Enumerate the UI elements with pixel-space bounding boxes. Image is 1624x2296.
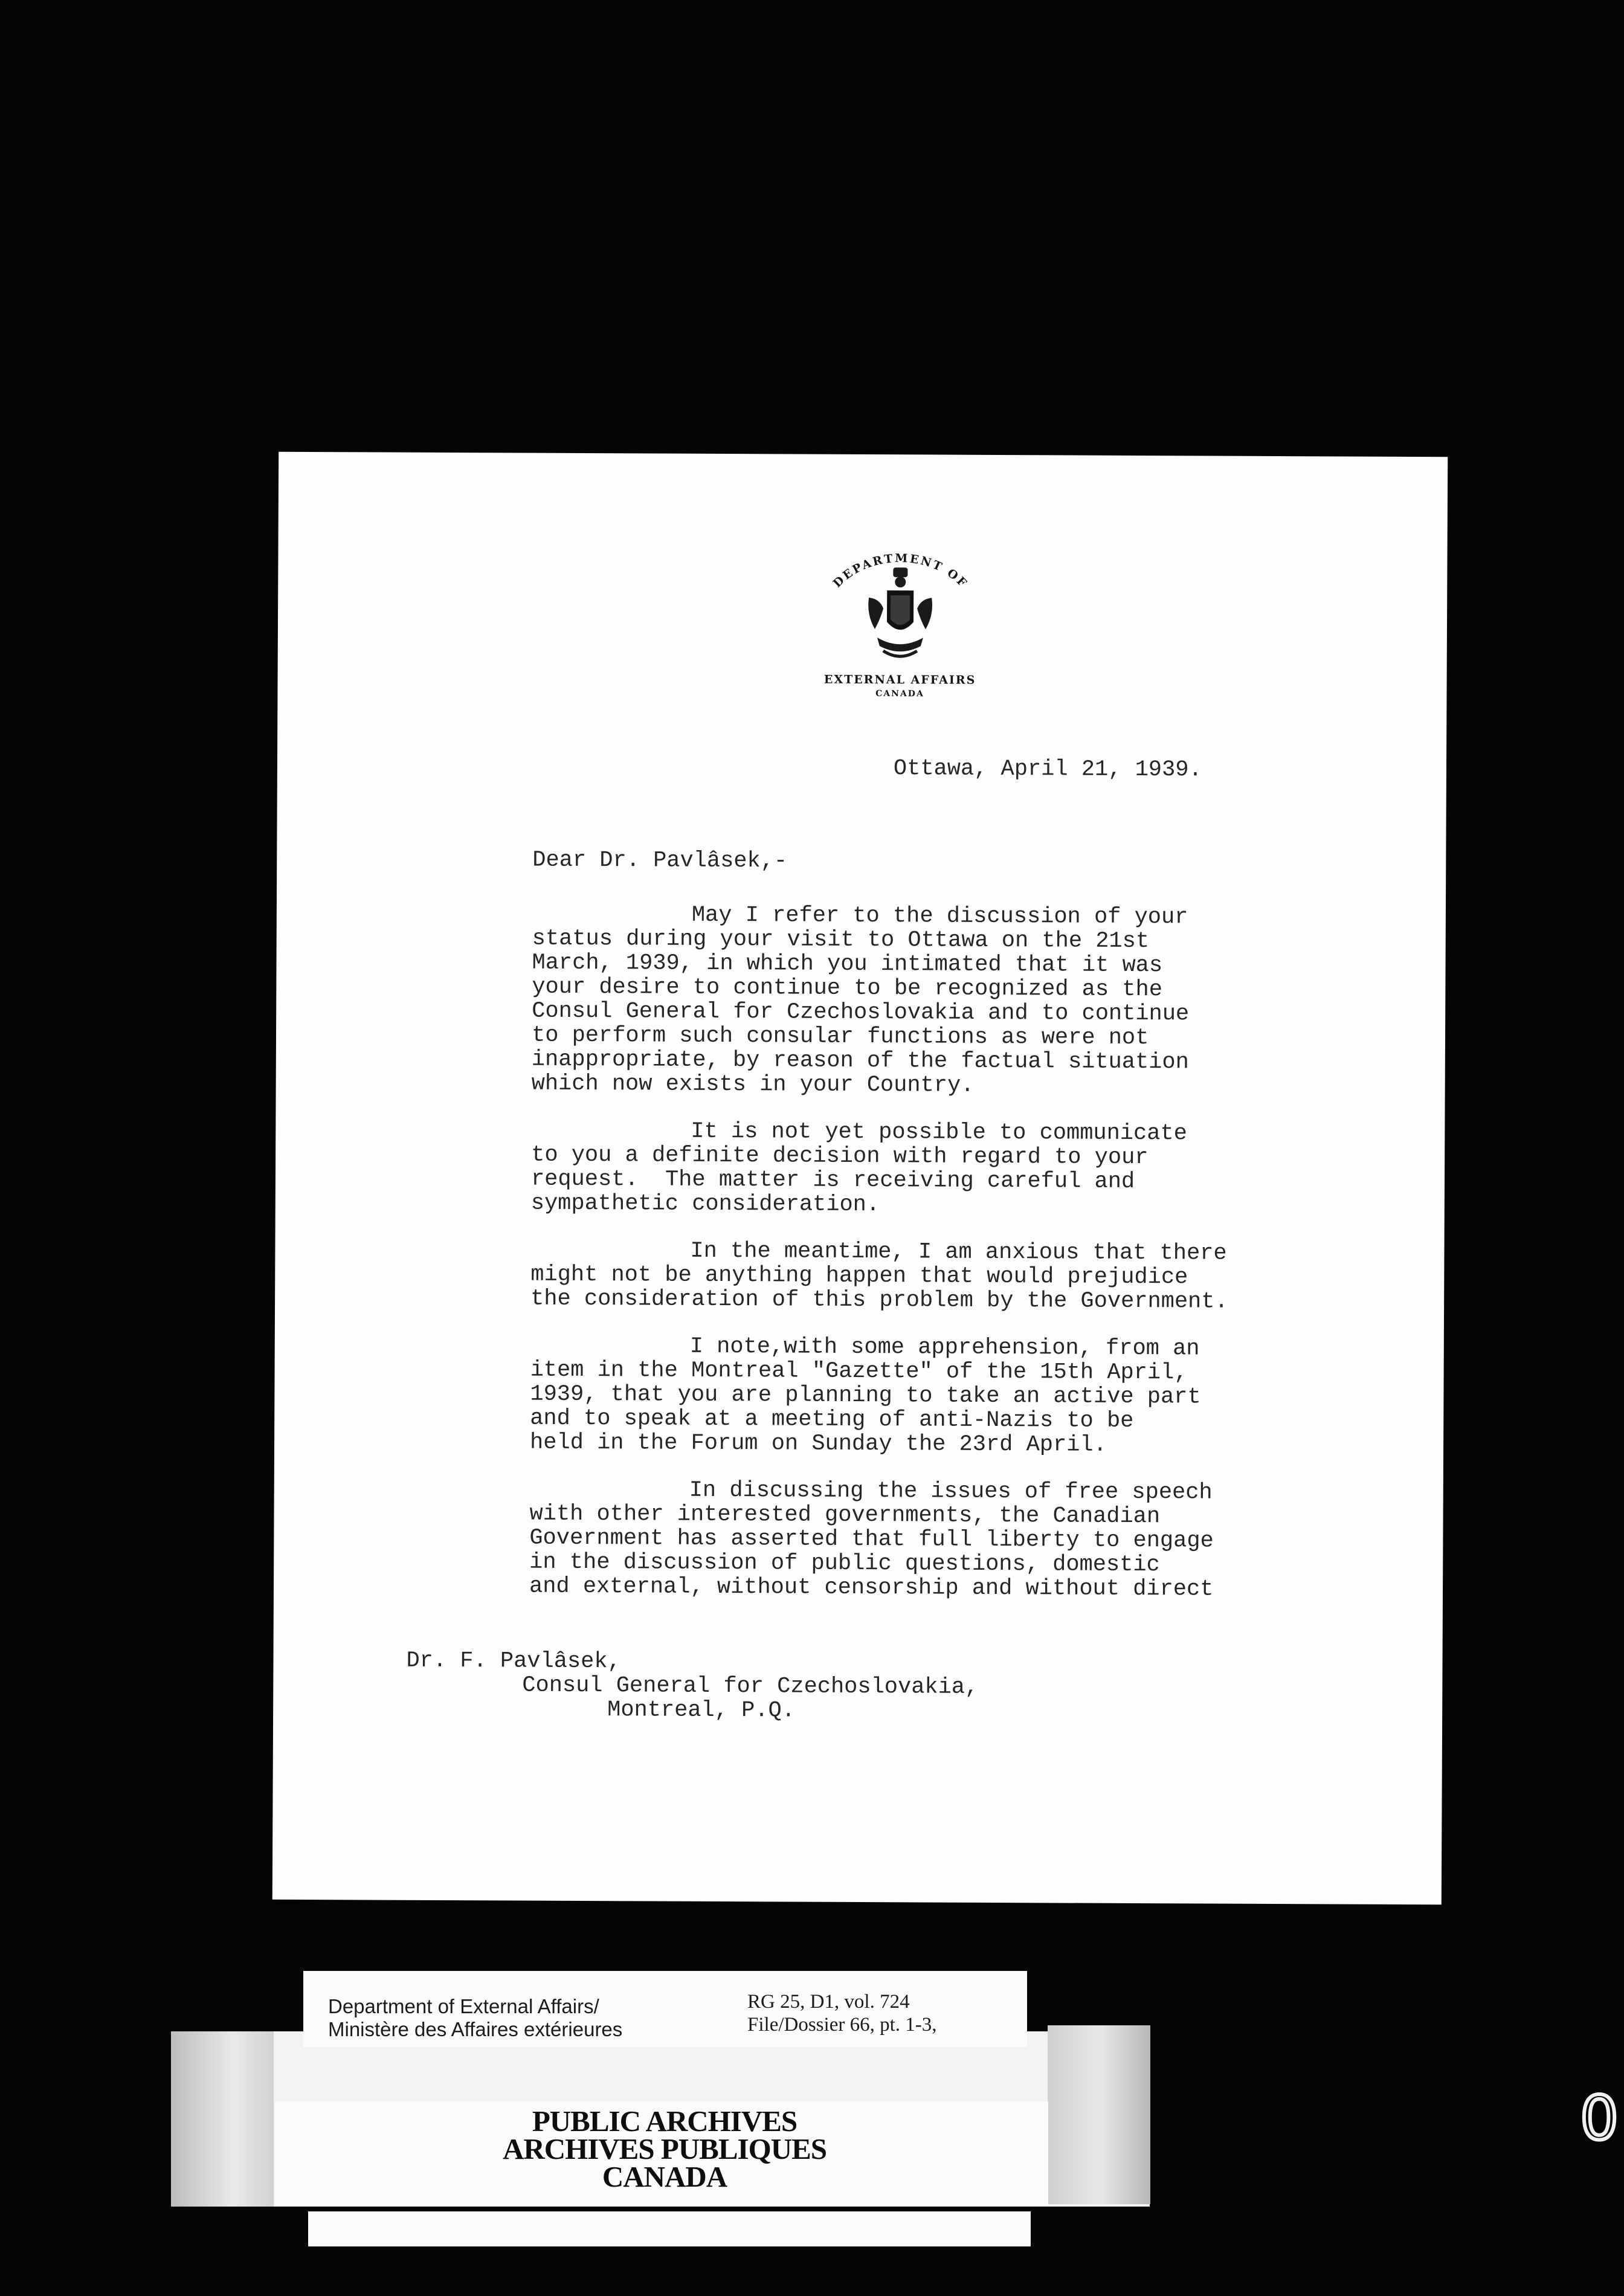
text-line: sympathetic consideration. xyxy=(530,1190,880,1218)
text-line: May I refer to the discussion of your xyxy=(691,902,1188,930)
text-line: 1939, that you are planning to take an active part xyxy=(530,1381,1201,1410)
svg-text:0: 0 xyxy=(1580,2083,1619,2150)
frame-number xyxy=(1578,2083,1620,2150)
text-line: I note,with some apprehension, from an xyxy=(689,1333,1200,1362)
record-group: RG 25, D1, vol. 724 xyxy=(747,1991,910,2013)
coat-of-arms-icon xyxy=(865,566,936,663)
letter-date: Ottawa, April 21, 1939. xyxy=(893,756,1202,783)
paragraph xyxy=(531,1119,1317,1219)
text-line: item in the Montreal "Gazette" of the 15th April, xyxy=(530,1357,1188,1386)
text-line: the consideration of this problem by the Government. xyxy=(530,1286,1228,1315)
letterhead-department: EXTERNAL AFFAIRS xyxy=(823,672,976,687)
text-line: which now exists in your Country. xyxy=(531,1071,975,1098)
text-line: In discussing the issues of free speech xyxy=(689,1477,1213,1506)
text-line: might not be anything happen that would prejudice xyxy=(530,1262,1188,1291)
stamp-line-country: CANADA xyxy=(602,2160,727,2193)
letter-page xyxy=(272,452,1448,1904)
text-line: to perform such consular functions as were not xyxy=(531,1022,1149,1051)
stamp-line-english: PUBLIC ARCHIVES xyxy=(532,2104,798,2138)
paragraph xyxy=(530,1334,1316,1459)
paragraph xyxy=(529,1478,1315,1602)
recipient-title: Consul General for Czechoslovakia, xyxy=(522,1672,979,1700)
text-line: inappropriate, by reason of the factual situation xyxy=(531,1046,1189,1075)
svg-text:DEPARTMENT OF: DEPARTMENT OF xyxy=(830,552,970,591)
paragraph xyxy=(532,903,1318,1100)
archive-reference xyxy=(747,1990,936,2036)
archive-department xyxy=(328,1995,622,2041)
letter-salutation: Dear Dr. Pavlâsek,- xyxy=(532,847,788,874)
recipient-address xyxy=(406,1649,978,1724)
text-line: your desire to continue to be recognized as the xyxy=(532,974,1163,1003)
department-english: Department of External Affairs/ xyxy=(328,1995,599,2017)
public-archives-stamp xyxy=(471,2104,858,2193)
file-dossier: File/Dossier 66, pt. 1-3, xyxy=(747,2014,937,2036)
text-line: in the discussion of public questions, domestic xyxy=(529,1549,1160,1578)
recipient-city: Montreal, P.Q. xyxy=(607,1697,796,1724)
text-line: Government has asserted that full liberty to engage xyxy=(529,1525,1214,1554)
text-line: March, 1939, in which you intimated that it was xyxy=(532,950,1163,979)
text-line: held in the Forum on Sunday the 23rd April. xyxy=(529,1430,1107,1458)
text-line: It is not yet possible to communicate xyxy=(691,1118,1187,1147)
text-line: with other interested governments, the Canadian xyxy=(529,1501,1161,1530)
recipient-name: Dr. F. Pavlâsek, xyxy=(406,1648,621,1675)
text-line: Consul General for Czechoslovakia and to continue xyxy=(532,998,1190,1027)
text-line: In the meantime, I am anxious that there xyxy=(690,1238,1227,1266)
text-line: status during your visit to Ottawa on the 21st xyxy=(532,926,1150,955)
letter-body xyxy=(529,903,1318,1625)
text-line: and to speak at a meeting of anti-Nazis to be xyxy=(530,1405,1134,1434)
label-tab-left xyxy=(171,2031,274,2207)
letterhead xyxy=(773,532,1027,715)
letterhead-country: CANADA xyxy=(875,689,924,699)
label-bottom-strip xyxy=(308,2211,1031,2246)
department-french: Ministère des Affaires extérieures xyxy=(328,2018,623,2040)
stamp-line-french: ARCHIVES PUBLIQUES xyxy=(502,2132,827,2165)
text-line: request. The matter is receiving careful and xyxy=(530,1166,1135,1195)
text-line: and external, without censorship and without direct xyxy=(529,1573,1214,1602)
paragraph xyxy=(530,1239,1316,1315)
text-line: to you a definite decision with regard to your xyxy=(531,1142,1149,1171)
label-tab-right xyxy=(1048,2025,1150,2204)
